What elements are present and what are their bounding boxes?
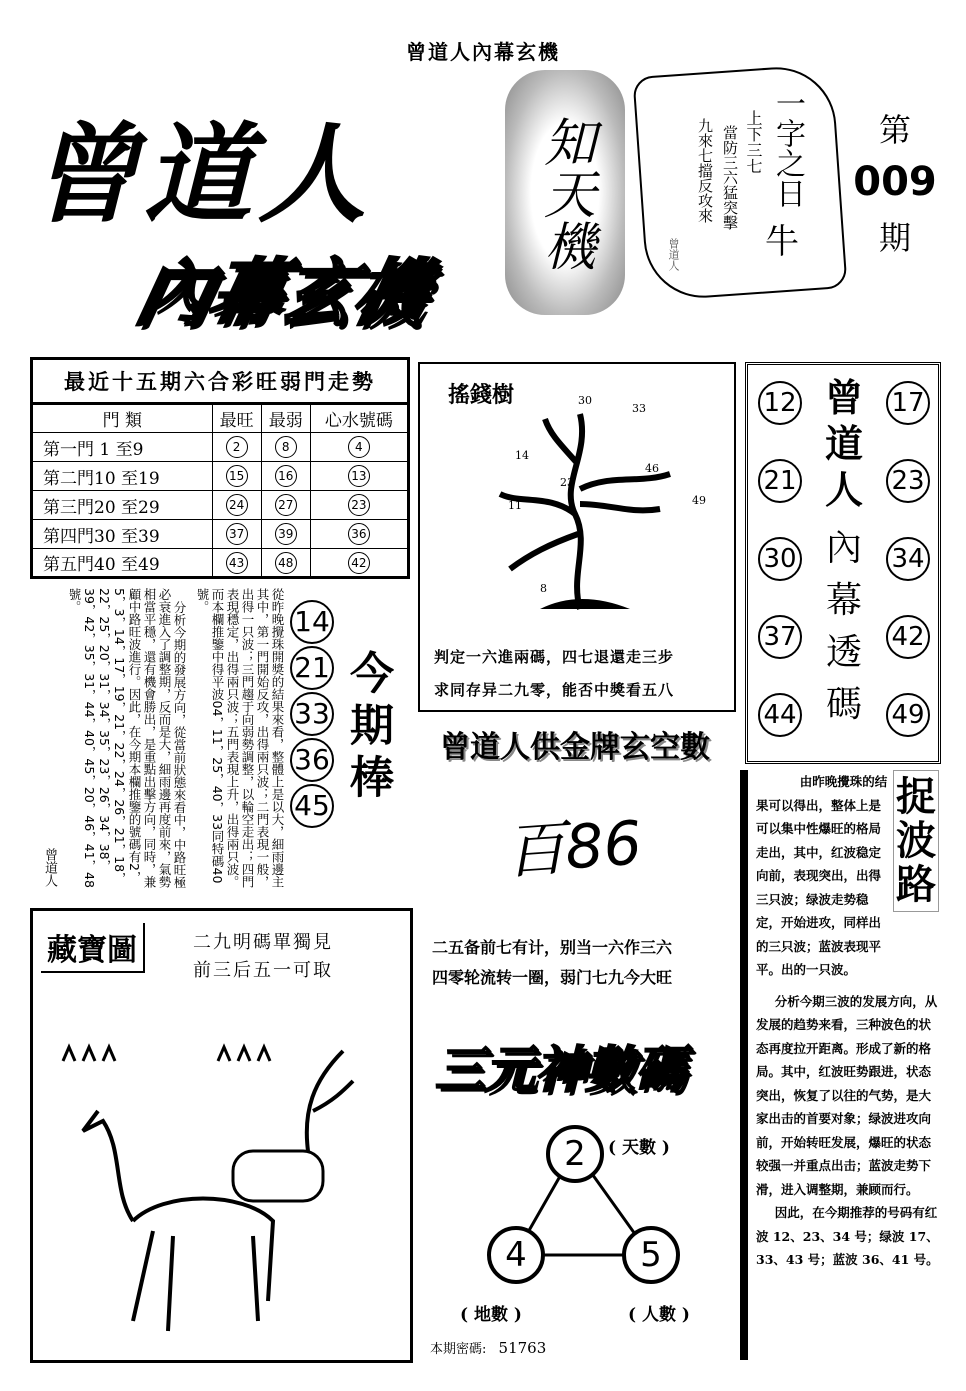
table-row	[32, 549, 409, 578]
treasure-line1: 二九明碼單獨見	[193, 932, 333, 953]
header-pick: 心水號碼	[310, 404, 408, 433]
hot-value: 2	[226, 436, 248, 458]
seal-logo	[505, 70, 625, 315]
char: 幕	[825, 580, 862, 621]
pick-value: 13	[348, 465, 370, 487]
cold-value: 16	[275, 465, 297, 487]
tree-number: 33	[632, 402, 646, 415]
cold-value: 8	[275, 436, 297, 458]
header-hot: 最旺	[212, 404, 261, 433]
cold-value: 39	[275, 523, 297, 545]
tree-number: 49	[692, 494, 706, 507]
scroll-line1b: 牛	[765, 222, 799, 262]
treasure-map-box	[30, 908, 413, 1363]
table-header-row	[32, 404, 409, 433]
cell-cold	[261, 433, 310, 462]
issue-prefix: 第	[878, 111, 911, 149]
today-picks	[290, 600, 334, 830]
tree-number: 11	[508, 499, 522, 512]
pick-ball: 14	[290, 600, 334, 644]
gold-handwritten-number: 百86	[503, 808, 644, 888]
analysis-signature: 曾道人	[42, 848, 57, 887]
door-value: 第四門30 至39	[43, 526, 160, 547]
cell-hot	[212, 520, 261, 549]
hot-value: 43	[226, 552, 248, 574]
number-ball: 37	[758, 615, 802, 659]
tree-number: 23	[560, 476, 574, 489]
trend-table	[30, 357, 410, 579]
top-title: 曾道人內幕玄機	[406, 40, 560, 64]
left-number-ball: 4	[487, 1226, 545, 1284]
cell-pick	[310, 520, 408, 549]
deer-illustration	[43, 1021, 403, 1361]
number-ball: 17	[886, 381, 930, 425]
number-ball: 34	[886, 537, 930, 581]
hot-value: 37	[226, 523, 248, 545]
door-value: 第五門40 至49	[43, 555, 160, 575]
analysis-para2: 分析今期的發展方向，從當前狀態來看中，中路旺極必衰進入了調整期，反而是大，細雨邊再度前來，氣勢相當平穩，還有機會勝出，是重點出擊方向，同時，兼顧中路旺波進行。因此，在今期本欄推鑒的號碼有2，5，3，14，17，19，21，22，24，26，21，18，22，25，20，31，34，35，23，26，34，38，39，42，35，31，44，40，45，20，46，41，48號。	[67, 588, 187, 888]
right-number-label: ( 人數 )	[628, 1305, 690, 1325]
table-row	[32, 520, 409, 549]
gold-title: 曾道人供金牌玄空數	[440, 730, 710, 765]
seal-text: 知天機	[534, 114, 595, 271]
number-ball: 49	[886, 693, 930, 737]
password-label: 本期密碼:	[430, 1342, 487, 1357]
header-door: 門 類	[32, 404, 213, 433]
hot-value: 24	[226, 494, 248, 516]
number-ball: 30	[758, 537, 802, 581]
cell-cold	[261, 520, 310, 549]
main-title: 曾道人	[30, 112, 373, 238]
sanyuan-title: 三元神數碼	[435, 1040, 685, 1099]
scroll-line1: 一字之日	[770, 88, 805, 208]
number-ball: 21	[758, 459, 802, 503]
tree-illustration	[460, 394, 700, 614]
tree-number: 14	[515, 449, 529, 462]
number-ball: 44	[758, 693, 802, 737]
cell-pick	[310, 491, 408, 520]
cell-door	[32, 549, 213, 578]
cell-cold	[261, 491, 310, 520]
char: 碼	[825, 684, 862, 725]
cell-hot	[212, 549, 261, 578]
cell-cold	[261, 549, 310, 578]
char: 道	[824, 421, 863, 466]
password-value: 51763	[498, 1339, 547, 1357]
wave-para3: 因此，在今期推荐的号码有红波 12、23、34 号；绿波 17、33、43 号；蓝波 36、41 号。	[756, 1205, 939, 1267]
wave-para1: 由昨晚攪珠的结果可以得出，整体上是可以集中性爆旺的格局走出，其中，红波稳定向前，表现突出，出得三只波；绿波走势稳定，开始进攻，同样出的三只波；蓝波表现平平。出的一只波。	[756, 774, 888, 977]
issue-suffix: 期	[878, 219, 911, 257]
money-tree-line2: 求同存异二九零，能否中獎看五八	[434, 681, 675, 699]
table-row	[32, 462, 409, 491]
sub-title: 內幕玄機	[129, 250, 436, 335]
pick-ball: 21	[290, 646, 334, 690]
analysis-para1: 從昨晚攪珠開獎的結果來看，整體上是以大，細雨邊主其中，第一門開始反攻，出得兩只波；二門表現一般，出得一只波；三門趨于向弱勢調整，以輪空走出；四門表現穩定，出得兩只波；五門表現上升，出得兩只波。而本欄推鑒中得平波04，11，25，40，33同特碼40號。	[195, 588, 285, 888]
trend-table-title: 最近十五期六合彩旺弱門走勢	[30, 357, 410, 402]
number-ball: 23	[886, 459, 930, 503]
money-tree-title: 搖錢樹	[448, 382, 515, 408]
wave-title: 捉波路	[893, 770, 939, 912]
number-ball: 12	[758, 381, 802, 425]
gold-line1: 二五备前七有计，别当一六作三六	[432, 938, 673, 957]
inside-numbers-title	[816, 375, 872, 513]
today-picks-label: 今期棒	[342, 650, 393, 806]
right-number-ball: 5	[622, 1226, 680, 1284]
scroll-line2: 上下三七	[744, 110, 763, 174]
money-tree-box	[418, 362, 736, 712]
number-ball: 42	[886, 615, 930, 659]
scroll-line3: 當防三六猛突擊	[721, 125, 739, 230]
tree-number: 30	[578, 394, 592, 407]
char: 人	[824, 467, 863, 512]
pick-value: 4	[348, 436, 370, 458]
money-tree-line1: 判定一六進兩碼，四七退還走三步	[434, 648, 675, 666]
door-value: 第二門10 至19	[43, 468, 160, 489]
cell-pick	[310, 433, 408, 462]
table-row	[32, 433, 409, 462]
cell-door	[32, 491, 213, 520]
scroll-signature: 曾道人	[667, 238, 680, 271]
inside-numbers-subtitle	[820, 523, 868, 731]
pick-ball: 33	[290, 692, 334, 736]
pick-ball: 45	[290, 784, 334, 828]
table-row	[32, 491, 409, 520]
cell-door	[32, 462, 213, 491]
hot-value: 15	[226, 465, 248, 487]
cell-hot	[212, 491, 261, 520]
cell-door	[32, 433, 213, 462]
door-value: 第三門20 至29	[43, 497, 160, 518]
left-number-label: ( 地數 )	[460, 1305, 522, 1325]
pick-ball: 36	[290, 738, 334, 782]
door-value: 第一門 1 至9	[43, 439, 144, 460]
cell-hot	[212, 433, 261, 462]
treasure-line2: 前三后五一可取	[193, 960, 333, 981]
char: 透	[825, 632, 862, 673]
analysis-text	[60, 588, 285, 888]
header-cold: 最弱	[261, 404, 310, 433]
cell-pick	[310, 462, 408, 491]
inside-numbers-box	[745, 362, 941, 764]
top-number-label: ( 天數 )	[608, 1138, 670, 1158]
gold-line2: 四零轮流转一圈，弱门七九今大旺	[432, 968, 673, 987]
issue-number	[848, 105, 942, 259]
tree-number: 46	[645, 462, 659, 475]
treasure-poem	[193, 929, 333, 985]
cold-value: 48	[275, 552, 297, 574]
wave-para2: 分析今期三波的发展方向，从发展的趋势来看，三种波色的状态再度拉开距离。形成了新的格局。其中，红波旺势跟进，状态突出，恢复了以往的气势，是大家出击的首要对象；绿波进攻向前，开始转旺发展，爆旺的状态较强一并重点出击；蓝波走势下滑，进入调整期，兼顾而行。	[756, 993, 938, 1197]
char: 曾	[824, 375, 863, 420]
password	[430, 1338, 546, 1357]
cold-value: 27	[275, 494, 297, 516]
pick-value: 42	[348, 552, 370, 574]
issue-value: 009	[853, 159, 937, 205]
top-number-ball: 2	[546, 1125, 604, 1183]
cell-cold	[261, 462, 310, 491]
pick-value: 23	[348, 494, 370, 516]
scroll-line4: 九來七擋反攻來	[696, 118, 714, 223]
char: 內	[825, 528, 862, 569]
treasure-title: 藏寶圖	[41, 923, 145, 973]
tree-number: 8	[540, 582, 547, 595]
cell-pick	[310, 549, 408, 578]
pick-value: 36	[348, 523, 370, 545]
cell-door	[32, 520, 213, 549]
cell-hot	[212, 462, 261, 491]
